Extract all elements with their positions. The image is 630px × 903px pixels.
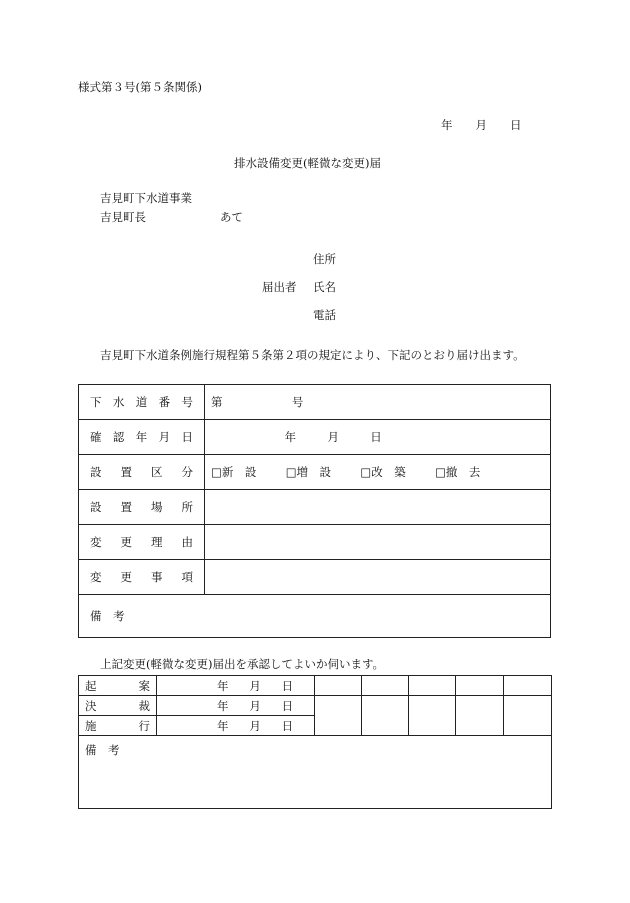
installation-type-field [205, 455, 551, 490]
table-row [79, 455, 551, 490]
row-label: 変更事項 [79, 560, 205, 595]
row-label: 変更理由 [79, 525, 205, 560]
installation-location-field[interactable] [205, 490, 551, 525]
checkbox-rebuild[interactable]: □改 築 [360, 465, 406, 479]
date-line: 年 月 日 [441, 118, 522, 132]
stamp-cell[interactable] [504, 676, 552, 696]
draft-date-field[interactable]: 年 月 日 [157, 676, 315, 696]
approval-text: 上記変更(軽微な変更)届出を承認してよいか伺います。 [100, 657, 385, 671]
table-row [79, 595, 551, 638]
addressee-suffix: あて [220, 210, 243, 224]
remarks-field[interactable]: 備 考 [79, 595, 551, 638]
approval-remarks-field[interactable]: 備 考 [79, 736, 552, 809]
table-row [79, 696, 552, 716]
stamp-cell[interactable] [409, 676, 456, 696]
stamp-cell[interactable] [409, 696, 456, 736]
applicant-address-label: 住所 [313, 252, 336, 266]
change-reason-field[interactable] [205, 525, 551, 560]
table-row [79, 385, 551, 420]
approval-table [78, 675, 552, 809]
checkbox-remove[interactable]: □撤 去 [435, 465, 481, 479]
stamp-cell[interactable] [315, 676, 362, 696]
table-row [79, 420, 551, 455]
row-label: 施行 [79, 716, 157, 736]
form-title: 排水設備変更(軽微な変更)届 [234, 156, 381, 170]
addressee-line1: 吉見町下水道事業 [100, 191, 192, 205]
decision-date-field[interactable]: 年 月 日 [157, 696, 315, 716]
change-items-field[interactable] [205, 560, 551, 595]
stamp-cell[interactable] [504, 696, 552, 736]
row-label: 起案 [79, 676, 157, 696]
table-row [79, 736, 552, 809]
row-label: 下水道番号 [79, 385, 205, 420]
applicant-name-label: 氏名 [313, 280, 336, 294]
addressee-line2: 吉見町長 [100, 210, 146, 224]
table-row [79, 560, 551, 595]
sewer-number-field[interactable]: 第 号 [205, 385, 551, 420]
enforcement-date-field[interactable]: 年 月 日 [157, 716, 315, 736]
table-row [79, 676, 552, 696]
stamp-cell[interactable] [362, 696, 409, 736]
stamp-cell[interactable] [456, 676, 504, 696]
row-label: 確認年月日 [79, 420, 205, 455]
confirmation-date-field[interactable]: 年 月 日 [205, 420, 551, 455]
stamp-cell[interactable] [315, 696, 362, 736]
applicant-label: 届出者 [262, 280, 297, 294]
stamp-cell[interactable] [362, 676, 409, 696]
row-label: 設置場所 [79, 490, 205, 525]
checkbox-new[interactable]: □新 設 [211, 465, 257, 479]
main-table [78, 384, 551, 638]
stamp-cell[interactable] [456, 696, 504, 736]
row-label: 設置区分 [79, 455, 205, 490]
form-number: 様式第３号(第５条関係) [78, 80, 202, 94]
checkbox-add[interactable]: □増 設 [285, 465, 332, 479]
intro-text: 吉見町下水道条例施行規程第５条第２項の規定により、下記のとおり届け出ます。 [100, 348, 525, 362]
row-label: 決裁 [79, 696, 157, 716]
table-row [79, 490, 551, 525]
table-row [79, 525, 551, 560]
applicant-phone-label: 電話 [313, 308, 336, 322]
